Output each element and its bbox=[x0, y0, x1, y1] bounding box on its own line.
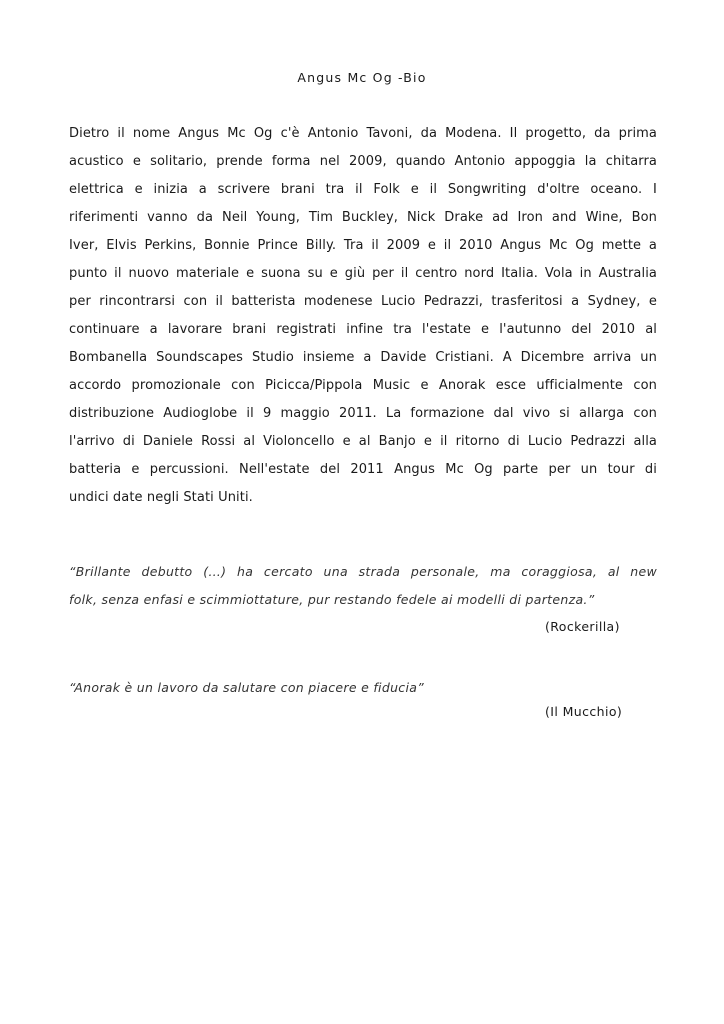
bio-line: Dietro il nome Angus Mc Og c'è Antonio Tavoni, da Modena. Il progetto, da prima bbox=[69, 126, 657, 141]
bio-line: accordo promozionale con Picicca/Pippola Music e Anorak esce ufficialmente con bbox=[69, 378, 657, 393]
document-title: Angus Mc Og -Bio bbox=[297, 70, 427, 85]
quote-line: folk, senza enfasi e scimmiottature, pur restando fedele ai modelli di partenza.” bbox=[69, 592, 595, 607]
bio-line: Bombanella Soundscapes Studio insieme a Davide Cristiani. A Dicembre arriva un bbox=[69, 350, 657, 365]
bio-line: Iver, Elvis Perkins, Bonnie Prince Billy. Tra il 2009 e il 2010 Angus Mc Og mette a bbox=[69, 238, 657, 253]
bio-line: per rincontrarsi con il batterista modenese Lucio Pedrazzi, trasferitosi a Sydney, e bbox=[69, 294, 657, 309]
quote-source-il-mucchio: (Il Mucchio) bbox=[545, 704, 623, 719]
bio-line: punto il nuovo materiale e suona su e giù per il centro nord Italia. Vola in Australia bbox=[69, 266, 657, 281]
quote-line: “Anorak è un lavoro da salutare con piacere e fiducia” bbox=[69, 680, 424, 695]
bio-line: distribuzione Audioglobe il 9 maggio 2011. La formazione dal vivo si allarga con bbox=[69, 406, 657, 421]
bio-line: l'arrivo di Daniele Rossi al Violoncello e al Banjo e il ritorno di Lucio Pedrazzi alla bbox=[69, 434, 657, 449]
review-quote-il-mucchio bbox=[69, 674, 657, 702]
quote-line: “Brillante debutto (…) ha cercato una strada personale, ma coraggiosa, al new bbox=[69, 564, 657, 579]
bio-line: riferimenti vanno da Neil Young, Tim Buckley, Nick Drake ad Iron and Wine, Bon bbox=[69, 210, 657, 225]
bio-line: continuare a lavorare brani registrati infine tra l'estate e l'autunno del 2010 al bbox=[69, 322, 657, 337]
bio-line: elettrica e inizia a scrivere brani tra il Folk e il Songwriting d'oltre oceano. I bbox=[69, 182, 657, 197]
quote-source-rockerilla: (Rockerilla) bbox=[545, 619, 620, 634]
bio-line: acustico e solitario, prende forma nel 2009, quando Antonio appoggia la chitarra bbox=[69, 154, 657, 169]
review-quote-rockerilla bbox=[69, 558, 657, 614]
bio-paragraph bbox=[69, 120, 657, 512]
bio-line: batteria e percussioni. Nell'estate del 2011 Angus Mc Og parte per un tour di bbox=[69, 462, 657, 477]
bio-line: undici date negli Stati Uniti. bbox=[69, 490, 253, 505]
